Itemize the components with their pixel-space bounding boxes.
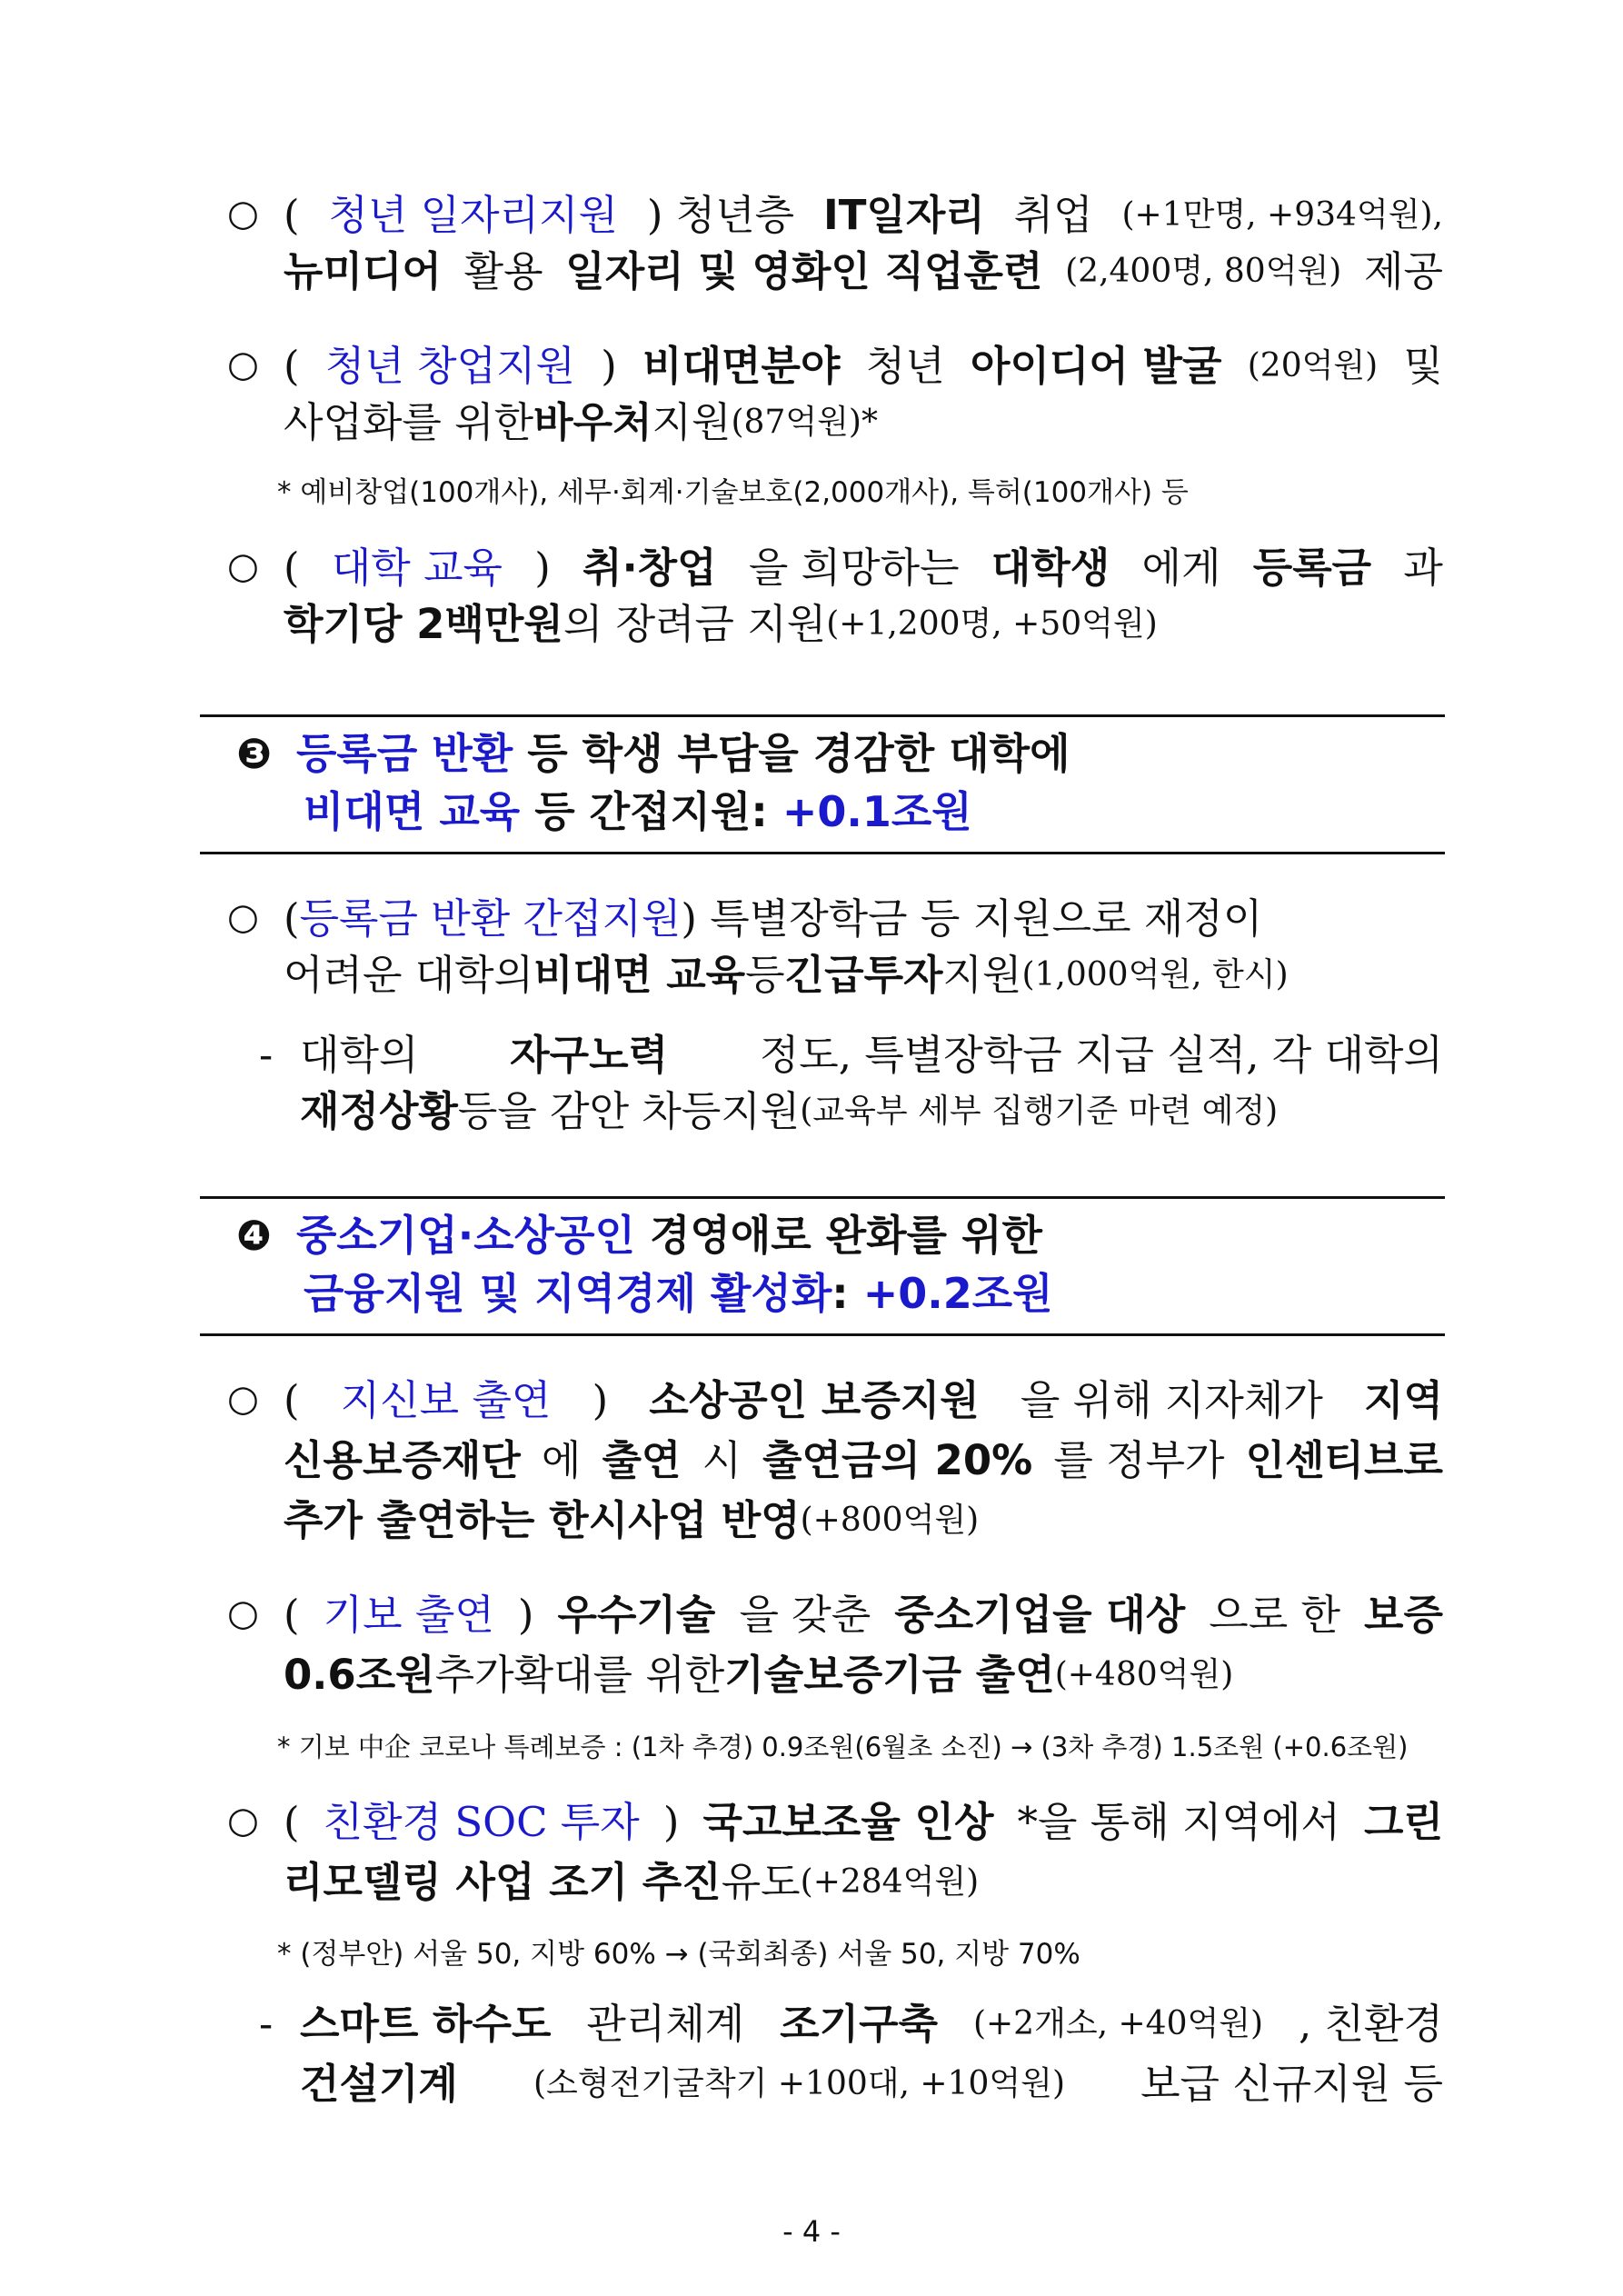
text-segment: 을 위해 지자체가 [1020,1376,1323,1424]
bold-text: 국고보조율 인상 [702,1798,994,1846]
section-header-line-1 [200,1206,1445,1264]
bold-text: 0.6조원 [284,1651,435,1699]
bullet-marker: ○ [227,344,259,385]
highlight-label: 친환경 SOC 투자 [323,1798,640,1846]
highlight-label: 청년 일자리지원 [328,191,619,239]
text-segment: 등 [745,951,785,999]
item-line [284,1585,1443,1645]
text-segment: 정도, 특별장학금 지급 실적, 각 대학의 [759,1031,1443,1079]
bold-text: 신용보증재단 [284,1436,521,1484]
footnote: * (정부안) 서울 50, 지방 60% → (국회최종) 서울 50, 지방 70% [277,1938,1080,1971]
bold-text: 기술보증기금 출연 [724,1651,1055,1699]
page-number: - 4 - [782,2214,841,2249]
section-title-text: 등 학생 부담을 경감한 대학에 [513,729,1070,778]
section-amount: +0.2조원 [862,1269,1053,1318]
highlight-label: 기보 출연 [323,1591,494,1639]
bullet-marker: ○ [227,1800,259,1842]
item-line [300,1994,1443,2054]
text-segment: ) [517,1591,534,1639]
bullet-marker: ○ [227,193,259,235]
text-segment: 시 [702,1436,742,1484]
dash-marker: - [259,2000,274,2048]
text-segment: 으로 한 [1209,1591,1340,1639]
bold-text: 학기당 2백만원 [284,600,563,648]
text-segment: 사업화를 위한 [284,398,534,446]
item-line [284,394,1443,451]
text-segment: 과 [1403,544,1443,592]
item-line [300,1027,1443,1083]
bold-text: 조기구축 [780,2000,939,2048]
dash-item-text [300,1027,1443,1140]
bold-text: 일자리 및 영화인 직업훈련 [565,247,1043,295]
section-title-highlight: 중소기업·소상공인 [296,1211,635,1260]
highlight-label: 지신보 출연 [340,1376,552,1424]
item-line [284,1852,1443,1912]
text-segment: ) [592,1376,609,1424]
bold-text: IT일자리 [822,191,985,239]
text-segment: ( [284,544,300,592]
text-segment: (+1만명, +934억원), [1121,196,1443,234]
item-line [284,1792,1443,1852]
bold-text: 뉴미디어 [284,247,442,295]
text-segment: 및 [1403,342,1443,390]
text-segment: ) [534,544,551,592]
text-segment: ( [284,894,300,943]
item-line [284,891,1443,947]
bold-text: 재정상황 [300,1087,458,1135]
item-kibo-contribution [284,1585,1443,1705]
item-line [284,338,1443,394]
text-segment: 지원 [652,398,732,446]
section-header-line-2 [200,783,1445,841]
item-line [284,947,1443,1003]
bold-text: 취·창업 [582,544,717,592]
bold-text: 스마트 하수도 [300,2000,552,2048]
item-line [284,1431,1443,1491]
bold-text: 비대면분야 [642,342,841,390]
bullet-marker: ○ [227,1378,259,1420]
text-segment: (87억원)* [731,404,878,441]
bold-text: 그린 [1364,1798,1443,1846]
bold-text: 등록금 [1252,544,1372,592]
bold-text: 보증 [1364,1591,1443,1639]
text-segment: 에게 [1141,544,1221,592]
text-segment: (+2개소, +40억원) [972,2005,1264,2042]
item-line [284,1371,1443,1431]
text-segment: 의 장려금 지원 [563,600,827,648]
bold-text: 비대면 교육 [533,951,746,999]
text-segment: 취업 [1013,191,1093,239]
text-segment: 를 정부가 [1053,1436,1225,1484]
bold-text: 소상공인 보증지원 [649,1376,980,1424]
bold-text: 자구노력 [510,1031,669,1079]
section-number: ❹ [236,1211,272,1260]
text-segment: 등을 감안 차등지원 [457,1087,801,1135]
text-segment: (+480억원) [1054,1656,1234,1693]
text-segment: 어려운 대학의 [284,951,534,999]
bold-text: 중소기업을 대상 [894,1591,1186,1639]
dash-marker: - [259,1031,274,1079]
bold-text: 아이디어 발굴 [970,342,1222,390]
item-line [284,1645,1443,1705]
section-amount: +0.1조원 [782,787,972,836]
item-green-soc [284,1792,1443,1912]
section-title-highlight: 등록금 반환 [296,729,513,778]
highlight-label: 청년 창업지원 [324,342,575,390]
item-line [284,244,1443,300]
highlight-label: 대학 교육 [331,544,503,592]
text-segment: (+284억원) [800,1863,980,1901]
text-segment: *을 통해 지역에서 [1017,1798,1340,1846]
text-segment: ( [284,1591,300,1639]
text-segment: (소형전기굴착기 +100대, +10억원) [533,2065,1065,2102]
bold-text: 지역 [1363,1376,1443,1424]
item-youth-jobs [284,187,1443,300]
text-segment: (20억원) [1247,347,1379,384]
text-segment: ) 특별장학금 등 지원으로 재정이 [681,894,1263,943]
footnote: * 예비창업(100개사), 세무·회계·기술보호(2,000개사), 특허(100개사) 등 [277,476,1189,509]
text-segment: (2,400명, 80억원) [1065,253,1342,290]
bold-text: 출연 [602,1436,682,1484]
text-segment: ( [284,1798,300,1846]
section-title-highlight: 금융지원 및 지역경제 활성화 [304,1269,832,1318]
text-segment: (1,000억원, 한시) [1021,956,1289,993]
bullet-marker: ○ [227,896,259,938]
section-header-4 [200,1196,1445,1336]
text-segment: 을 희망하는 [748,544,960,592]
bullet-marker: ○ [227,545,259,587]
footnote: * 기보 中企 코로나 특례보증 : (1차 추경) 0.9조원(6월초 소진) → (3차 추경) 1.5조원 (+0.6조원) [277,1732,1409,1762]
item-line [300,2054,1443,2114]
dash-item-text [300,1994,1443,2114]
text-segment: 지원 [942,951,1022,999]
section-header-line-2 [200,1264,1445,1323]
text-segment: ( [284,1376,300,1424]
text-segment: (+800억원) [800,1502,980,1539]
section-title-text: 등 간접지원: [520,787,782,836]
text-segment: 활용 [463,247,543,295]
text-segment: 청년 [865,342,945,390]
text-segment: 에 [541,1436,582,1484]
section-header-3 [200,714,1445,854]
text-segment: 유도 [721,1858,801,1906]
bold-text: 추가 출연하는 한시사업 반영 [284,1496,801,1544]
bold-text: 긴급투자 [784,951,943,999]
item-line [284,187,1443,244]
text-segment: ) [601,342,617,390]
bold-text: 건설기계 [300,2060,458,2108]
text-segment: , 친환경 [1298,2000,1443,2048]
text-segment: ) 청년층 [646,191,795,239]
bold-text: 인센티브로 [1245,1436,1443,1484]
section-title-text: : [831,1269,863,1318]
text-segment: 을 갖춘 [739,1591,871,1639]
item-youth-startup [284,338,1443,451]
item-regional-guarantee [284,1371,1443,1551]
text-segment: (교육부 세부 집행기준 마련 예정) [800,1093,1279,1130]
item-line [300,1083,1443,1140]
text-segment: ) [662,1798,680,1846]
section-header-line-1 [200,724,1445,783]
highlight-label: 등록금 반환 간접지원 [299,894,682,943]
text-segment: ( [284,342,300,390]
text-segment: 관리체계 [586,2000,745,2048]
text-segment: (+1,200명, +50억원) [826,605,1158,643]
section-number: ❸ [236,729,272,778]
section-title-text: 경영애로 완화를 위한 [634,1211,1042,1260]
bold-text: 출연금의 20% [762,1436,1033,1484]
item-university-education [284,540,1443,653]
item-line [284,596,1443,653]
item-tuition-refund [284,891,1443,1003]
bold-text: 바우처 [533,398,652,446]
bold-text: 대학생 [991,544,1110,592]
bullet-marker: ○ [227,1592,259,1634]
item-line [284,540,1443,596]
bold-text: 리모델링 사업 조기 추진 [284,1858,722,1906]
section-title-highlight: 비대면 교육 [304,787,521,836]
bold-text: 우수기술 [557,1591,716,1639]
text-segment: ( [284,191,300,239]
item-line [284,1491,1443,1551]
text-segment: 보급 신규지원 등 [1140,2060,1443,2108]
text-segment: 제공 [1364,247,1443,295]
text-segment: 대학의 [300,1031,419,1079]
text-segment: 추가확대를 위한 [434,1651,725,1699]
